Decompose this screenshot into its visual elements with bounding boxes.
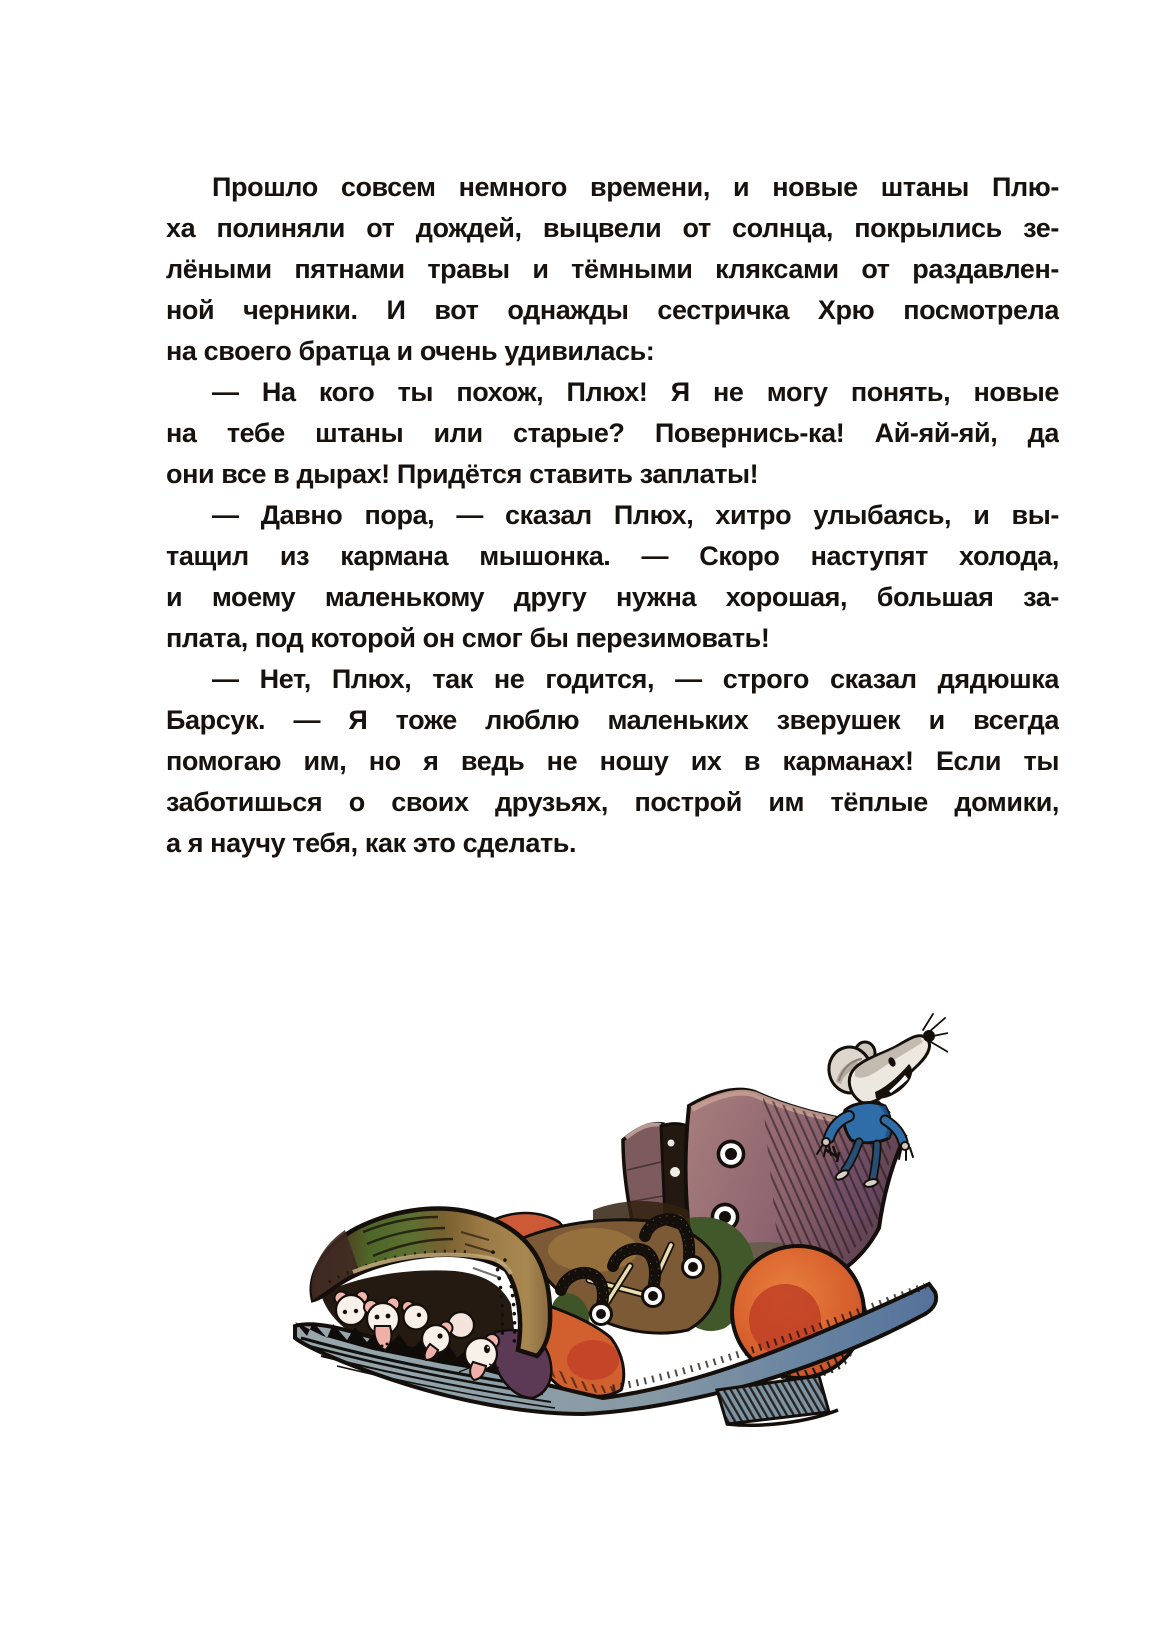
vamp-eyelet <box>641 1284 665 1308</box>
text-line: ной черники. И вот однажды сестричка Хрю посмотрела <box>166 295 1059 325</box>
text-line: — Давно пора, — сказал Плюх, хитро улыбаясь, и вы- <box>212 500 1059 530</box>
text-line: и моему маленькому другу нужна хорошая, большая за- <box>166 582 1059 612</box>
paragraph <box>166 495 1059 659</box>
text-line: на тебе штаны или старые? Повернись-ка! Ай-яй-яй, да <box>166 418 1059 448</box>
text-line: плата, под которой он смог бы перезимовать! <box>166 623 770 653</box>
story-text <box>166 167 1059 864</box>
paragraph <box>166 659 1059 864</box>
paragraph <box>166 167 1059 372</box>
text-line: — На кого ты похож, Плюх! Я не могу понять, новые <box>212 377 1059 407</box>
text-line: на своего братца и очень удивилась: <box>166 336 655 366</box>
paragraph <box>166 372 1059 495</box>
text-line: Прошло совсем немного времени, и новые штаны Плю- <box>212 172 1059 202</box>
boot-illustration-svg <box>293 970 948 1440</box>
text-line: помогаю им, но я ведь не ношу их в карманах! Если ты <box>166 746 1059 776</box>
text-line: заботишься о своих друзьях, построй им тёплые домики, <box>166 787 1059 817</box>
text-line: лёными пятнами травы и тёмными кляксами от раздавлен- <box>166 254 1059 284</box>
text-line: тащил из кармана мышонка. — Скоро наступят холода, <box>166 541 1059 571</box>
mouse-peeking <box>335 1291 369 1325</box>
vamp-eyelet <box>681 1255 705 1279</box>
text-line: ха полиняли от дождей, выцвели от солнца, покрылись зе- <box>166 213 1059 243</box>
shaft-eyelet <box>717 1140 746 1169</box>
text-line: а я научу тебя, как это сделать. <box>166 828 577 858</box>
text-line: — Нет, Плюх, так не годится, — строго сказал дядюшка <box>212 664 1059 694</box>
text-line: Барсук. — Я тоже люблю маленьких зверушек и всегда <box>166 705 1059 735</box>
vamp-eyelet <box>589 1302 613 1326</box>
boot-illustration <box>293 970 948 1440</box>
text-line: они все в дырах! Придётся ставить заплаты! <box>166 459 759 489</box>
